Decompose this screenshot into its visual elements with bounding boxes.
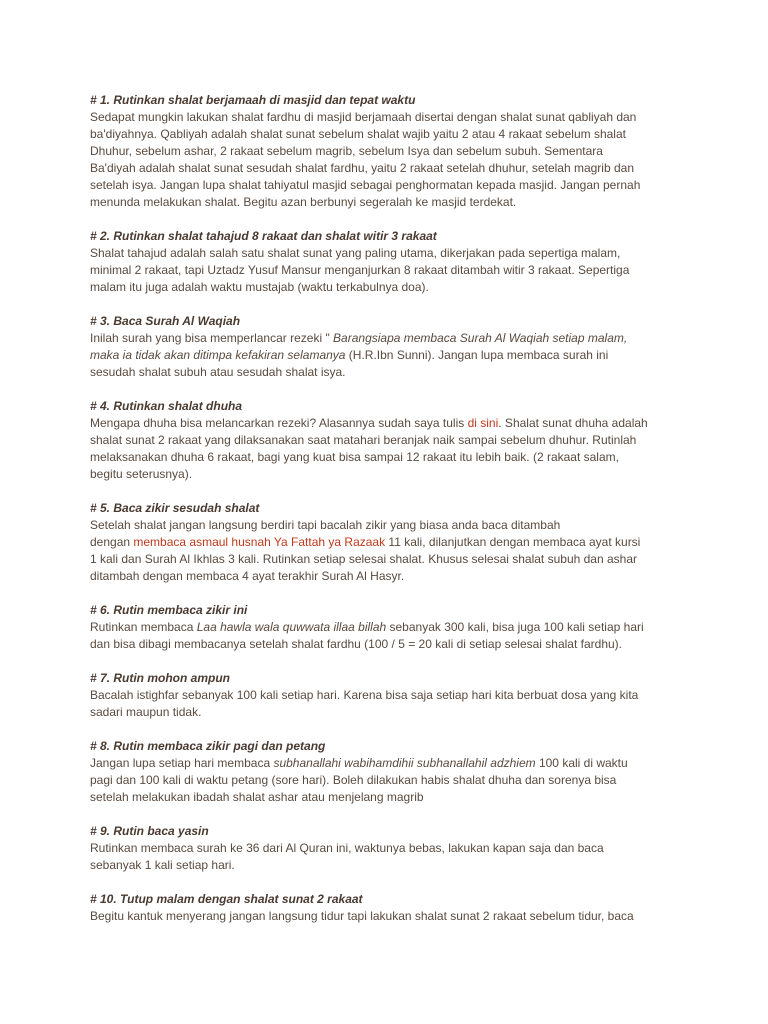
di-sini-link[interactable]: di sini [467, 416, 499, 430]
section-paragraph [90, 415, 680, 483]
section-9 [90, 823, 680, 874]
text-run: 11 kali, dilanjutkan dengan membaca ayat kursi [385, 535, 641, 549]
text-line: sadari maupun tidak. [90, 705, 202, 719]
text-line: minimal 2 rakaat, tapi Uztadz Yusuf Mansur menganjurkan 8 rakaat ditambah witir 3 rakaat. Sepertiga [90, 263, 630, 277]
section-paragraph [90, 619, 680, 653]
section-paragraph [90, 517, 680, 585]
section-paragraph [90, 245, 680, 296]
text-line [90, 755, 680, 772]
section-paragraph [90, 109, 680, 211]
section-1 [90, 92, 680, 211]
section-paragraph [90, 330, 680, 381]
section-5 [90, 500, 680, 585]
document-body [90, 92, 680, 942]
text-line: pagi dan 100 kali di waktu petang (sore hari). Boleh dilakukan habis shalat dhuha dan sorenya bisa [90, 773, 617, 787]
text-line: ditambah dengan membaca 4 ayat terakhir Surah Al Hasyr. [90, 569, 405, 583]
section-heading: # 9. Rutin baca yasin [90, 824, 209, 838]
section-10 [90, 891, 680, 925]
text-line: dan bisa dibagi membacanya setelah shalat fardhu (100 / 5 = 20 kali di setiap selesai shalat fardhu). [90, 637, 622, 651]
section-paragraph [90, 840, 680, 874]
text-line: melaksanakan dhuha 6 rakaat, bagi yang kuat bisa sampai 12 rakaat itu lebih baik. (2 rakaat salam, [90, 450, 619, 464]
section-heading: # 5. Baca zikir sesudah shalat [90, 501, 260, 515]
text-line: Bacalah istighfar sebanyak 100 kali setiap hari. Karena bisa saja setiap hari kita berbuat dosa yang kita [90, 688, 639, 702]
text-line: setelah melakukan ibadah shalat ashar atau menjelang magrib [90, 790, 424, 804]
section-paragraph [90, 687, 680, 721]
section-heading: # 4. Rutinkan shalat dhuha [90, 399, 243, 413]
section-paragraph [90, 755, 680, 806]
text-run: Jangan lupa setiap hari membaca [90, 756, 274, 770]
section-heading: # 7. Rutin mohon ampun [90, 671, 230, 685]
text-line: ba'diyahnya. Qabliyah adalah shalat sunat sebelum shalat wajib yaitu 2 atau 4 rakaat sebelum shalat [90, 127, 626, 141]
text-run: dengan [90, 535, 134, 549]
section-heading: # 1. Rutinkan shalat berjamaah di masjid dan tepat waktu [90, 93, 416, 107]
text-run: . Shalat sunat dhuha adalah [498, 416, 648, 430]
text-line: Begitu kantuk menyerang jangan langsung tidur tapi lakukan shalat sunat 2 rakaat sebelum tidur, baca [90, 909, 634, 923]
quote-text: Barangsiapa membaca Surah Al Waqiah setiap malam, [333, 331, 628, 345]
section-3 [90, 313, 680, 381]
section-heading: # 8. Rutin membaca zikir pagi dan petang [90, 739, 326, 753]
text-line [90, 415, 680, 432]
text-line [90, 619, 680, 636]
section-4 [90, 398, 680, 483]
text-line: shalat sunat 2 rakaat yang dilaksanakan saat matahari beranjak naik sampai sebelum dhuhur. Rutinlah [90, 433, 637, 447]
text-line [90, 330, 680, 347]
text-line: setelah isya. Jangan lupa shalat tahiyatul masjid sebagai penghormatan kepada masjid. Jangan pernah [90, 178, 641, 192]
text-line: Dhuhur, sebelum ashar, 2 rakaat sebelum magrib, sebelum Isya dan sebelum subuh. Sementara [90, 144, 603, 158]
section-heading: # 2. Rutinkan shalat tahajud 8 rakaat dan shalat witir 3 rakaat [90, 229, 437, 243]
section-2 [90, 228, 680, 296]
section-heading: # 3. Baca Surah Al Waqiah [90, 314, 241, 328]
text-line [90, 534, 680, 551]
text-line: Ba'diyah adalah shalat sunat sesudah shalat fardhu, yaitu 2 rakaat setelah dhuhur, setelah magrib dan [90, 161, 634, 175]
text-line: begitu seterusnya). [90, 467, 193, 481]
text-run: (H.R.Ibn Sunni). Jangan lupa membaca surah ini [345, 348, 609, 362]
section-paragraph [90, 908, 680, 925]
text-run: Inilah surah yang bisa memperlancar rezeki " [90, 331, 334, 345]
section-6 [90, 602, 680, 653]
text-line: Shalat tahajud adalah salah satu shalat sunat yang paling utama, dikerjakan pada sepertiga malam, [90, 246, 621, 260]
text-line: sesudah shalat subuh atau sesudah shalat isya. [90, 365, 346, 379]
text-line: malam itu juga adalah waktu mustajab (waktu terkabulnya doa). [90, 280, 429, 294]
text-line: Sedapat mungkin lakukan shalat fardhu di masjid berjamaah disertai dengan shalat sunat qabliyah dan [90, 110, 637, 124]
text-run: 100 kali di waktu [535, 756, 628, 770]
text-line [90, 347, 680, 364]
text-line: Setelah shalat jangan langsung berdiri tapi bacalah zikir yang biasa anda baca ditambah [90, 518, 561, 532]
text-run: Mengapa dhuha bisa melancarkan rezeki? Alasannya sudah saya tulis [90, 416, 468, 430]
section-7 [90, 670, 680, 721]
text-line: 1 kali dan Surah Al Ikhlas 3 kali. Rutinkan setiap selesai shalat. Khusus selesai shalat subuh dan ashar [90, 552, 637, 566]
section-8 [90, 738, 680, 806]
text-run: sebanyak 300 kali, bisa juga 100 kali setiap hari [386, 620, 644, 634]
zikir-text: subhanallahi wabihamdihii subhanallahil adzhiem [273, 756, 536, 770]
text-line: Rutinkan membaca surah ke 36 dari Al Quran ini, waktunya bebas, lakukan kapan saja dan baca [90, 841, 604, 855]
quote-text: maka ia tidak akan ditimpa kefakiran selamanya [90, 348, 346, 362]
text-run: Rutinkan membaca [90, 620, 197, 634]
section-heading: # 10. Tutup malam dengan shalat sunat 2 rakaat [90, 892, 363, 906]
section-heading: # 6. Rutin membaca zikir ini [90, 603, 248, 617]
text-line: sebanyak 1 kali setiap hari. [90, 858, 235, 872]
text-line: menunda melakukan shalat. Begitu azan berbunyi segeralah ke masjid terdekat. [90, 195, 517, 209]
zikir-text: Laa hawla wala quwwata illaa billah [196, 620, 387, 634]
asmaul-husnah-link[interactable]: membaca asmaul husnah Ya Fattah ya Razaak [133, 535, 386, 549]
